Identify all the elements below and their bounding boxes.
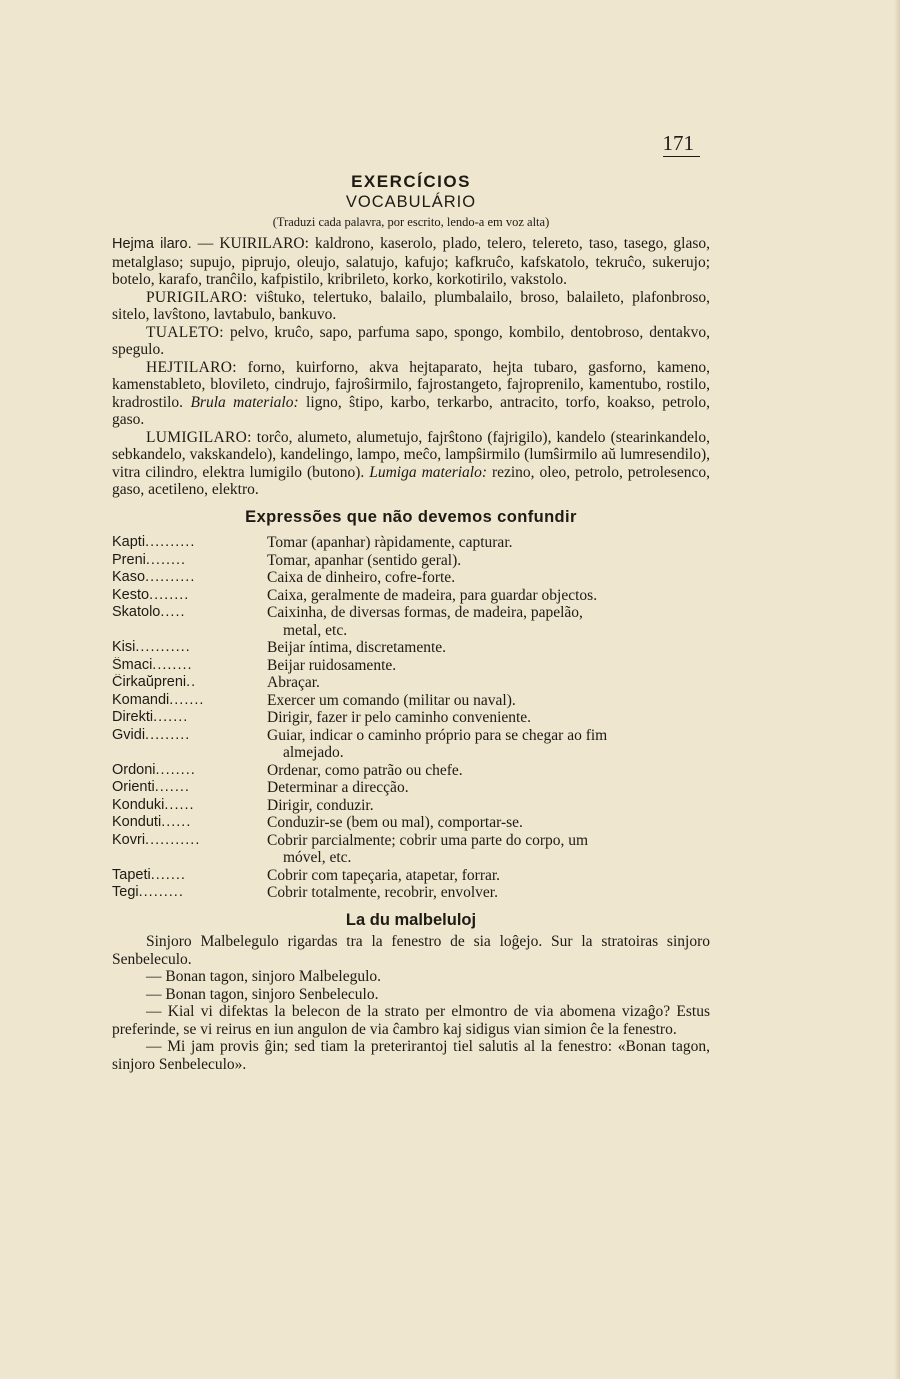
expression-definition: Tomar, apanhar (sentido geral). [267,551,462,569]
vocabulary-section [112,235,710,499]
expression-definition: Caixa de dinheiro, cofre-forte. [267,569,456,586]
expression-row [112,604,710,639]
expression-row [112,779,710,797]
vocab-paragraph-lighting: LUMIGILARO: torĉo, alumeto, alumetujo, fajrŝtono (fajrigilo), kandelo (stearinkandelo, sebkandelo, vakskandelo), kandelingo, lampo, meĉo, lampŝirmilo (lumŝirmilo aŭ lumresendilo), vitra cilindro, elektra lumigilo (butono). Lumiga materialo: rezino, oleo, petrolo, petrolesenco, gaso, acetileno, elektro. [112,428,710,498]
expression-term: Kisi........... [112,639,191,655]
expression-term: Komandi....... [112,691,205,708]
page-edge-shadow [894,0,900,1379]
expression-definition: Ordenar, como patrão ou chefe. [267,761,463,779]
expression-row [112,867,710,885]
expression-term: Tapeti....... [112,866,186,883]
expression-row [112,884,710,902]
expression-definition: Caixa, geralmente de madeira, para guardar objectos. [267,586,598,604]
page-number: 171 [112,135,710,153]
story-paragraph: — Mi jam provis ĝin; sed tiam la preterirantoj tiel salutis al la fenestro: «Bonan tagon, sinjoro Senbeleculo». [112,1038,710,1073]
expression-definition: Conduzir-se (bem ou mal), comportar-se. [267,814,523,831]
expression-term: Kesto........ [112,586,190,603]
expression-definition: Dirigir, conduzir. [267,796,374,814]
expression-row [112,727,710,762]
vocab-paragraph-heating: HEJTILARO: forno, kuirforno, akva hejtaparato, hejta tubaro, gasforno, kameno, kamenstableto, blovileto, cindrujo, fajroŝirmilo, fajrostangeto, fajroprenilo, kamentubo, rostilo, kradrostilo. Brula materialo: ligno, ŝtipo, karbo, terkarbo, antracito, torfo, koakso, petrolo, gaso. [112,358,710,428]
expression-term: Konduti...... [112,814,192,830]
book-page [112,131,710,1073]
expression-row [112,762,710,780]
expression-term: Skatolo..... [112,604,186,620]
story-text [112,933,710,1073]
expression-term: Ordoni........ [112,761,196,778]
story-paragraph: — Bonan tagon, sinjoro Malbelegulo. [146,968,382,985]
expression-term: Orienti....... [112,779,190,795]
expression-row [112,797,710,815]
vocab-paragraph-cleaning: PURIGILARO: viŝtuko, telertuko, balailo, plumbalailo, broso, balaileto, plafonbroso, sitelo, lavŝtono, lavtabulo, bankuvo. [112,288,710,323]
expression-definition: Determinar a direcção. [267,779,409,796]
instruction-note: (Traduzi cada palavra, por escrito, lendo-a em voz alta) [272,214,550,229]
expression-row [112,657,710,675]
expression-definition: Dirigir, fazer ir pelo caminho conveniente. [267,709,532,726]
expression-row [112,587,710,605]
expression-definition: Tomar (apanhar) ràpidamente, capturar. [267,534,513,551]
expression-definition: Cobrir com tapeçaria, atapetar, forrar. [267,866,501,884]
expression-definition: Beijar íntima, discretamente. [267,639,447,656]
expression-row [112,569,710,587]
expression-row [112,814,710,832]
expression-term: Gvidi......... [112,726,191,743]
expression-definition: Caixinha, de diversas formas, de madeira, papelão, metal, etc. [267,604,583,639]
expression-term: Ŝmaci........ [112,656,193,673]
vocabulary-heading: VOCABULÁRIO [345,193,477,211]
expression-row [112,534,710,552]
expression-row [112,639,710,657]
expression-term: Preni........ [112,551,187,568]
expression-row [112,692,710,710]
expression-definition: Beijar ruidosamente. [267,656,397,674]
expression-definition: Cobrir totalmente, recobrir, envolver. [267,884,498,901]
expression-term: Ĉirkaŭpreni.. [112,674,197,690]
expression-term: Kovri........... [112,831,201,848]
expression-row [112,552,710,570]
vocab-paragraph-toilet: TUALETO: pelvo, kruĉo, sapo, parfuma sapo, spongo, kombilo, dentobroso, dentakvo, spegulo. [112,323,710,358]
expression-definition: Exercer um comando (militar ou naval). [267,691,516,709]
vocab-paragraph-home: Hejma ilaro. — KUIRILARO: kaldrono, kaserolo, plado, telero, telereto, taso, tasego, glaso, metalglaso; supujo, pipr​ujo, oleujo, salatujo, kafujo; kafkruĉo, kafskatolo, tekruĉo, sukerujo; botelo, karafo, tranĉilo, kafpistilo, kribrileto, korko, korkotirilo, vakstolo. [112,235,710,288]
story-paragraph: — Bonan tagon, sinjoro Senbeleculo. [146,985,379,1003]
exercises-heading: EXERCÍCIOS [351,171,471,191]
expression-definition: Guiar, indicar o caminho próprio para se chegar ao fim almejado. [267,726,608,761]
expression-definition: Cobrir parcialmente; cobrir uma parte do corpo, um móvel, etc. [267,831,589,866]
story-heading: La du malbeluloj [345,910,477,929]
expressions-heading: Expressões que não devemos confundir [245,507,577,526]
story-paragraph: Sinjoro Malbelegulo rigardas tra la fenestro de sia loĝejo. Sur la stratoiras sinjoro Senbeleculo. [112,933,710,968]
expression-definition: Abraçar. [267,674,320,691]
expression-row [112,832,710,867]
expression-row [112,674,710,692]
expression-row [112,709,710,727]
expression-term: Tegi......... [112,884,184,900]
expression-term: Kaso.......... [112,569,196,585]
expressions-list [112,534,710,902]
expression-term: Konduki...... [112,796,195,813]
expression-term: Kapti.......... [112,534,196,550]
story-paragraph: — Kial vi difektas la belecon de la strato per elmontro de via abomena vizaĝo? Estus preferinde, se vi reirus en iun angulon de via ĉambro kaj sidigus vian simion ĉe la fenestro. [112,1003,710,1038]
expression-term: Direkti....... [112,709,189,725]
